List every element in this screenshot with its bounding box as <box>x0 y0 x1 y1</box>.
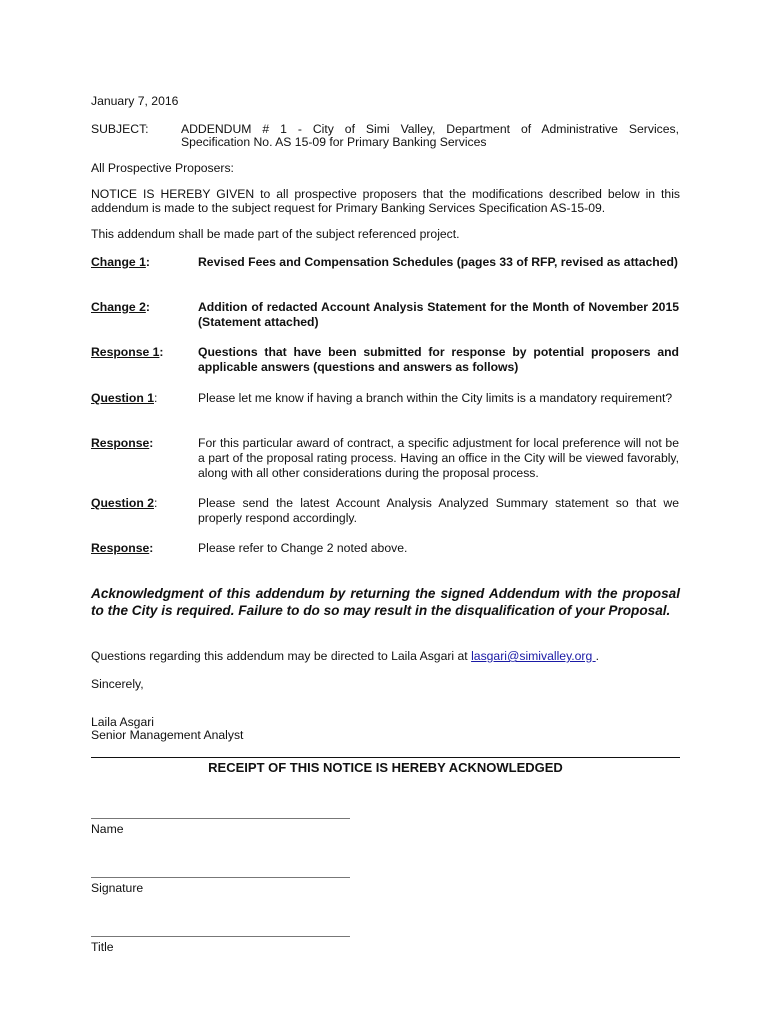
receipt-heading: RECEIPT OF THIS NOTICE IS HEREBY ACKNOWLEDGED <box>208 760 563 775</box>
item-text-response-b: Please refer to Change 2 noted above. <box>198 541 408 555</box>
item-label-change-1: Change 1: <box>91 255 150 269</box>
addendum-statement: This addendum shall be made part of the subject referenced project. <box>91 227 460 241</box>
subject-label: SUBJECT: <box>91 122 149 136</box>
notice-paragraph: NOTICE IS HEREBY GIVEN to all prospective proposers that the modifications described below in this addendum is made to the subject request for Primary Banking Services Specification AS-15-09. <box>91 187 680 215</box>
salutation: All Prospective Proposers: <box>91 161 234 175</box>
subject-line-2: Specification No. AS 15-09 for Primary Banking Services <box>181 135 487 149</box>
title-field-label: Title <box>91 940 114 954</box>
item-label-response-1: Response 1: <box>91 345 164 359</box>
closing: Sincerely, <box>91 677 144 691</box>
questions-contact-line: Questions regarding this addendum may be directed to Laila Asgari at lasgari@simivalley.org . <box>91 649 600 663</box>
contact-email-link[interactable]: lasgari@simivalley.org <box>471 649 596 663</box>
item-label-question-2: Question 2: <box>91 496 158 510</box>
subject-line-1: ADDENDUM # 1 - City of Simi Valley, Department of Administrative Services, <box>181 122 679 136</box>
letter-date: January 7, 2016 <box>91 94 179 108</box>
item-label-question-1: Question 1: <box>91 391 158 405</box>
acknowledgment-statement: Acknowledgment of this addendum by returning the signed Addendum with the proposal to the City is required. Failure to do so may result in the disqualification of your Proposal. <box>91 586 680 618</box>
item-label-response-b: Response: <box>91 541 154 555</box>
signer-name: Laila Asgari <box>91 715 155 729</box>
item-text-question-2: Please send the latest Account Analysis Analyzed Summary statement so that we properly respond accordingly. <box>198 496 679 525</box>
name-signature-line[interactable] <box>91 818 350 819</box>
item-label-change-2: Change 2: <box>91 300 150 314</box>
signature-field-label: Signature <box>91 881 144 895</box>
item-text-response-1: Questions that have been submitted for response by potential proposers and applicable answers (questions and answers as follows) <box>198 345 679 374</box>
signature-line[interactable] <box>91 877 350 878</box>
item-text-change-1: Revised Fees and Compensation Schedules (pages 33 of RFP, revised as attached) <box>198 255 678 269</box>
item-text-question-1: Please let me know if having a branch within the City limits is a mandatory requirement? <box>198 391 673 405</box>
signer-title: Senior Management Analyst <box>91 728 244 742</box>
section-divider <box>91 757 680 758</box>
item-label-response-a: Response: <box>91 436 154 450</box>
title-signature-line[interactable] <box>91 936 350 937</box>
item-text-change-2: Addition of redacted Account Analysis Statement for the Month of November 2015 (Statement attached) <box>198 300 679 329</box>
name-field-label: Name <box>91 822 124 836</box>
item-text-response-a: For this particular award of contract, a specific adjustment for local preference will not be a part of the proposal rating process. Having an office in the City will be viewed favorably, along with all other considerations during the proposal process. <box>198 436 679 480</box>
